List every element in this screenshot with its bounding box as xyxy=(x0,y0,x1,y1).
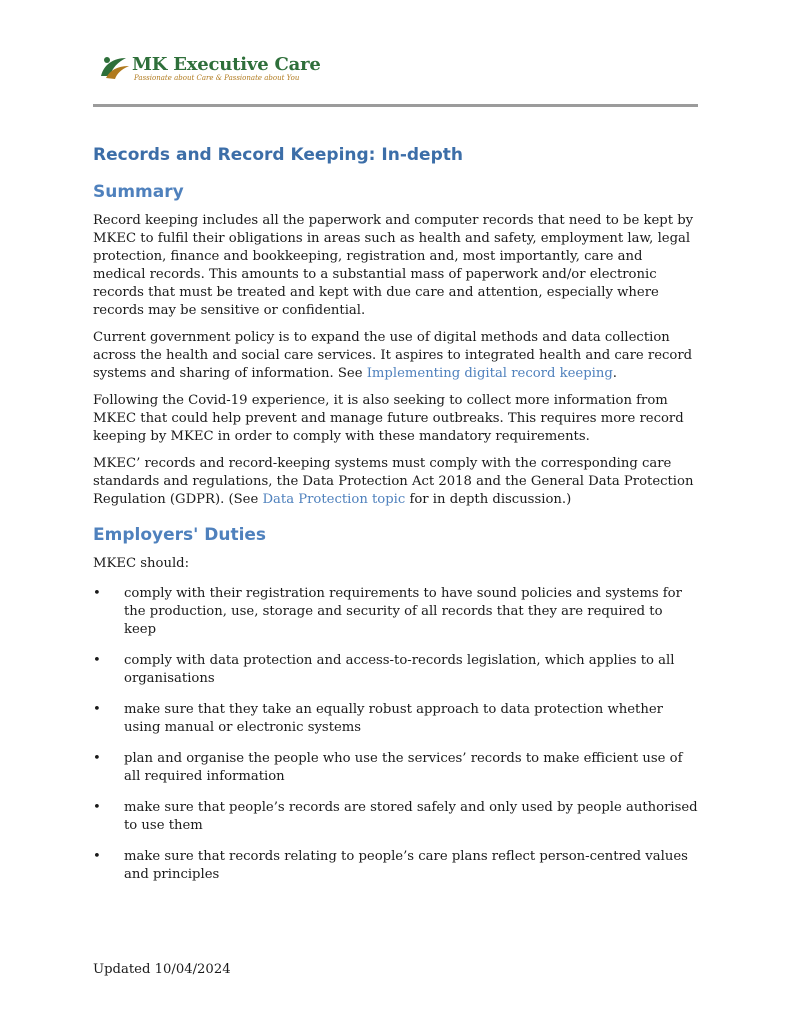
document-title: Records and Record Keeping: In-depth xyxy=(93,145,463,165)
list-item-text: make sure that records relating to people’s care plans reflect person-centred values and principles xyxy=(124,849,688,882)
list-item xyxy=(93,652,698,688)
bullet: • xyxy=(93,751,101,766)
logo-tagline: Passionate about Care & Passionate about You xyxy=(134,74,300,82)
implementing-digital-record-keeping-link[interactable]: Implementing digital record keeping xyxy=(366,366,613,381)
list-item-text: comply with their registration requirements to have sound policies and systems for the production, use, storage and security of all records that they are required to keep xyxy=(124,586,682,637)
logo-emblem-icon xyxy=(98,52,132,82)
summary-paragraph-4 xyxy=(93,455,698,509)
document-body xyxy=(93,142,698,897)
list-item-text: make sure that people’s records are stored safely and only used by people authorised to use them xyxy=(124,800,698,833)
bullet: • xyxy=(93,849,101,864)
list-item-text: plan and organise the people who use the services’ records to make efficient use of all required information xyxy=(124,751,683,784)
bullet: • xyxy=(93,702,101,717)
list-item xyxy=(93,585,698,639)
page-footer-updated-date: Updated 10/04/2024 xyxy=(93,962,231,977)
summary-paragraph-2 xyxy=(93,329,698,383)
paragraph-text: . xyxy=(612,366,617,381)
duties-list xyxy=(93,585,698,884)
summary-heading: Summary xyxy=(93,182,184,202)
list-item-text: make sure that they take an equally robust approach to data protection whether using manual or electronic systems xyxy=(124,702,663,735)
list-item-text: comply with data protection and access-to-records legislation, which applies to all organisations xyxy=(124,653,675,686)
list-item xyxy=(93,701,698,737)
paragraph-text: MKEC’ records and record-keeping systems must comply with the corresponding care standards and regulations, the Data Protection Act 2018 and the General Data Protection Regulation (GDPR). (See xyxy=(93,456,694,507)
duties-heading: Employers' Duties xyxy=(93,525,267,545)
summary-paragraph-3: Following the Covid-19 experience, it is also seeking to collect more information from MKEC that could help prevent and manage future outbreaks. This requires more record keeping by MKEC in order to comply with these mandatory requirements. xyxy=(93,393,684,444)
company-logo xyxy=(98,52,358,84)
duties-intro: MKEC should: xyxy=(93,556,190,571)
list-item xyxy=(93,848,698,884)
paragraph-text: for in depth discussion.) xyxy=(405,492,572,507)
list-item xyxy=(93,799,698,835)
data-protection-topic-link[interactable]: Data Protection topic xyxy=(262,492,406,507)
bullet: • xyxy=(93,800,101,815)
bullet: • xyxy=(93,586,101,601)
bullet: • xyxy=(93,653,101,668)
header-divider xyxy=(93,104,698,107)
logo-name: MK Executive Care xyxy=(132,54,321,75)
paragraph-text: Current government policy is to expand the use of digital methods and data collection across the health and social care services. It aspires to integrated health and care record systems and sharing of information. See xyxy=(93,330,693,381)
list-item xyxy=(93,750,698,786)
summary-paragraph-1: Record keeping includes all the paperwork and computer records that need to be kept by MKEC to fulfil their obligations in areas such as health and safety, employment law, legal protection, finance and bookkeeping, registration and, most importantly, care and medical records. This amounts to a substantial mass of paperwork and/or electronic records that must be treated and kept with due care and attention, especially where records may be sensitive or confidential. xyxy=(93,213,694,318)
